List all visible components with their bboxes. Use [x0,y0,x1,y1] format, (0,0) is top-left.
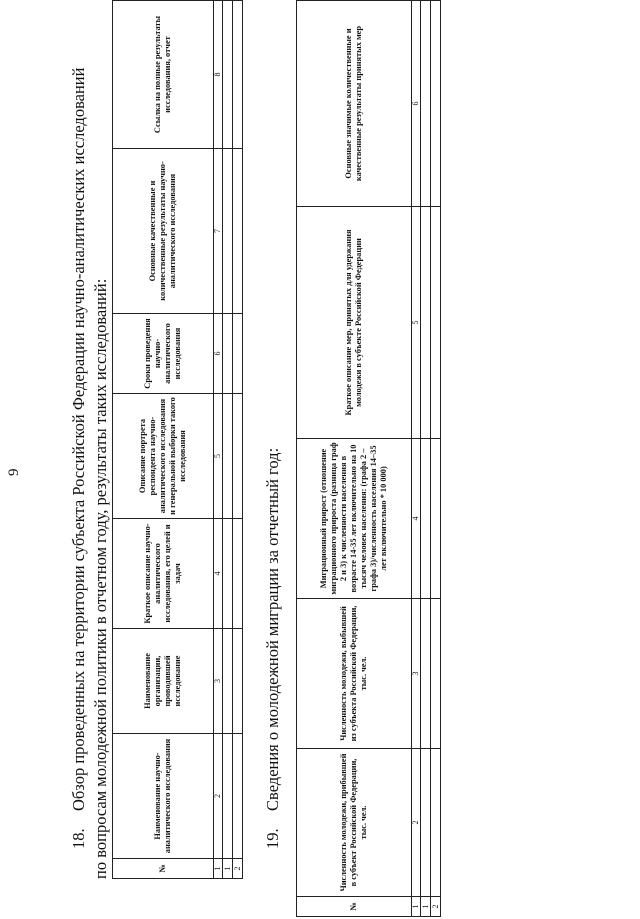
col-number: 5 [412,207,421,439]
table-cell[interactable] [431,207,441,439]
col-number: 7 [214,149,223,314]
section-18-title-line2: по вопросам молодежной политики в отчетном году, результаты таких исследований: [91,278,110,879]
row-number: 1 [421,897,431,917]
table-cell[interactable] [233,629,243,734]
table-cell[interactable] [223,314,233,394]
header-cell: Описание портрета респондента научно-аналитического исследования и генеральной выборки такого исследования [113,394,214,519]
col-number: 4 [412,439,421,599]
table-cell[interactable] [233,1,243,149]
table-cell[interactable] [233,314,243,394]
col-number: 3 [412,599,421,749]
header-cell: Ссылка на полные результаты исследования, отчет [113,1,214,149]
migration-table [296,0,441,917]
row-number: 2 [233,859,243,879]
table-cell[interactable] [421,1,431,207]
column-number-row [412,1,421,917]
table-row [431,1,441,917]
header-cell: Сроки проведения научно-аналитического исследования [113,314,214,394]
table-cell[interactable] [233,734,243,859]
table-cell[interactable] [431,749,441,897]
row-number: 2 [431,897,441,917]
header-cell: Численность молодежи, выбывшей из субъекта Российской Федерации, тыс. чел. [297,599,412,749]
header-cell: Основные качественные и количественные результаты научно-аналитического исследования [113,149,214,314]
header-cell: № [297,897,412,917]
table-cell[interactable] [421,749,431,897]
table-cell[interactable] [431,599,441,749]
table-cell[interactable] [233,149,243,314]
col-number: 1 [214,859,223,879]
table-cell[interactable] [223,629,233,734]
header-cell: Краткое описание научно-аналитического исследования, его целей и задач [113,519,214,629]
col-number: 3 [214,629,223,734]
col-number: 6 [412,1,421,207]
table-row [421,1,431,917]
section-19-number: 19. [263,828,282,849]
research-table [112,0,243,879]
header-cell: Наименование научно-аналитического исследования [113,734,214,859]
header-cell: Миграционный прирост (отношение миграционного прироста (разница граф 2 и 3) к численности населения в возрасте 14-35 лет включительно на 10 тысяч человек населения: (графа 2 – графа 3)/численность населения 14–35 лет включительно * 10 000) [297,439,412,599]
section-18-heading [68,18,112,879]
section-18-title-line1: Обзор проведенных на территории субъекта Российской Федерации научно-аналитических исследований [69,67,88,811]
col-number: 4 [214,519,223,629]
table-row [233,1,243,879]
header-cell: Краткое описание мер, принятых для удержания молодежи в субъекте Российской Федерации [297,207,412,439]
research-table-header-row [113,1,214,879]
table-cell[interactable] [431,1,441,207]
table-cell[interactable] [421,207,431,439]
section-19-heading [262,18,284,879]
col-number: 6 [214,314,223,394]
col-number: 1 [412,897,421,917]
section-19-title: Сведения о молодежной миграции за отчетный год: [263,447,282,811]
col-number: 2 [214,734,223,859]
table-cell[interactable] [421,599,431,749]
table-cell[interactable] [431,439,441,599]
column-number-row [214,1,223,879]
header-cell: Численность молодежи, прибывшей в субъект Российской Федерации, тыс. чел. [297,749,412,897]
col-number: 8 [214,1,223,149]
header-cell: № [113,859,214,879]
table-cell[interactable] [223,519,233,629]
migration-table-header-row [297,1,412,917]
header-cell: Основные значимые количественные и качественные результаты принятых мер [297,1,412,207]
header-cell: Наименование организации, проводившей исследование [113,629,214,734]
table-cell[interactable] [223,734,233,859]
page-number: 9 [6,468,22,476]
table-cell[interactable] [223,1,233,149]
table-cell[interactable] [223,394,233,519]
table-cell[interactable] [233,394,243,519]
col-number: 2 [412,749,421,897]
table-row [223,1,233,879]
col-number: 5 [214,394,223,519]
table-cell[interactable] [233,519,243,629]
table-cell[interactable] [223,149,233,314]
section-18-number: 18. [69,828,88,849]
table-cell[interactable] [421,439,431,599]
row-number: 1 [223,859,233,879]
